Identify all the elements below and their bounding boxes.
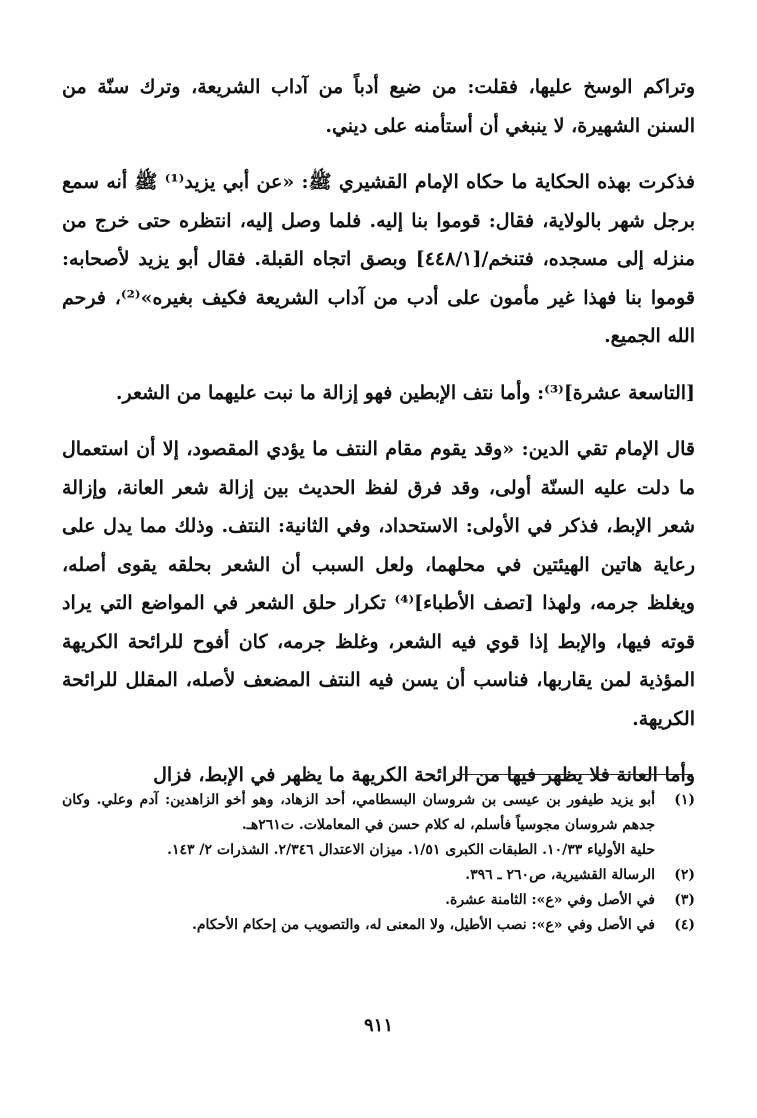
paragraph: فذكرت بهذه الحكاية ما حكاه الإمام القشيري ﷺ: «عن أبي يزيد⁽¹⁾ ﷺ أنه سمع برجل شهر بالولاية، فقال: قوموا بنا إليه. فلما وصل إليه، انتظره حتى خرج من منزله إلى مسجده، فتنخم/[٤٤٨/١] وبصق اتجاه القبلة. فقال أبو يزيد لأصحابه: قوموا بنا فهذا غير مأمون على أدب من آداب الشريعة فكيف بغيره»⁽²⁾، فرحم الله الجميع. — [62, 171, 695, 347]
footnote-number: (٢) — [674, 867, 695, 883]
footnote-text: الرسالة القشيرية، ص٢٦٠ ـ ٣٩٦. — [465, 867, 655, 883]
footnote-number: (٣) — [674, 892, 695, 908]
footnote-number: (١) — [674, 792, 695, 808]
footnote — [62, 913, 695, 938]
footnote-text: أبو يزيد طيفور بن عيسى بن شروسان البسطامي، أحد الزهاد، وهو أخو الزاهدين: آدم وعلي. وكان جدهم شروسان مجوسياً فأسلم، له كلام حسن في المعاملات. ت٢٦١هـ. — [62, 792, 655, 833]
page-number: ٩١١ — [363, 1015, 393, 1036]
footnote-text: في الأصل وفي «ع»: نصب الأطيل، ولا المعنى له، والتصويب من إحكام الأحكام. — [191, 917, 655, 933]
body-text — [62, 68, 695, 813]
footnote-number: (٤) — [674, 917, 695, 933]
paragraph: وتراكم الوسخ عليها، فقلت: من ضيع أدباً من آداب الشريعة، وترك سنّة من السنن الشهيرة، لا ينبغي أن أستأمنه على ديني. — [62, 76, 695, 137]
footnote — [62, 888, 695, 913]
paragraph: وأما العانة فلا يظهر فيها من الرائحة الكريهة ما يظهر في الإبط، فزال — [153, 764, 695, 786]
footnotes — [62, 788, 695, 938]
footnote-continuation: حلية الأولياء ١٠/٣٣. الطبقات الكبرى ١/٥١. ميزان الاعتدال ٢/٣٤٦. الشذرات ٢/ ١٤٣. — [167, 842, 655, 858]
footnote — [62, 788, 695, 838]
footnote-text: في الأصل وفي «ع»: الثامنة عشرة. — [445, 892, 655, 908]
paragraph: قال الإمام تقي الدين: «وقد يقوم مقام النتف ما يؤدي المقصود، إلا أن استعمال ما دلت عليه السنّة أولى، وقد فرق لفظ الحديث بين إزالة شعر العانة، وإزالة شعر الإبط، فذكر في الأولى: الاستحداد، وفي الثانية: النتف. وذلك مما يدل على رعاية هاتين الهيئتين في محلهما، ولعل السبب أن الشعر بحلقه يقوى أصله، ويغلظ جرمه، ولهذا [تصف الأطباء]⁽⁴⁾ تكرار حلق الشعر في المواضع التي يراد قوته فيها، والإبط إذا قوي فيه الشعر، وغلظ جرمه، كان أفوح للرائحة الكريهة المؤذية لمن يقاربها، فناسب أن يسن فيه النتف المضعف لأصله، المقلل للرائحة الكريهة. — [62, 438, 695, 730]
footnote — [62, 863, 695, 888]
footnote-divider — [457, 774, 693, 775]
paragraph: [التاسعة عشرة]⁽³⁾: وأما نتف الإبطين فهو إزالة ما نبت عليهما من الشعر. — [115, 381, 695, 404]
